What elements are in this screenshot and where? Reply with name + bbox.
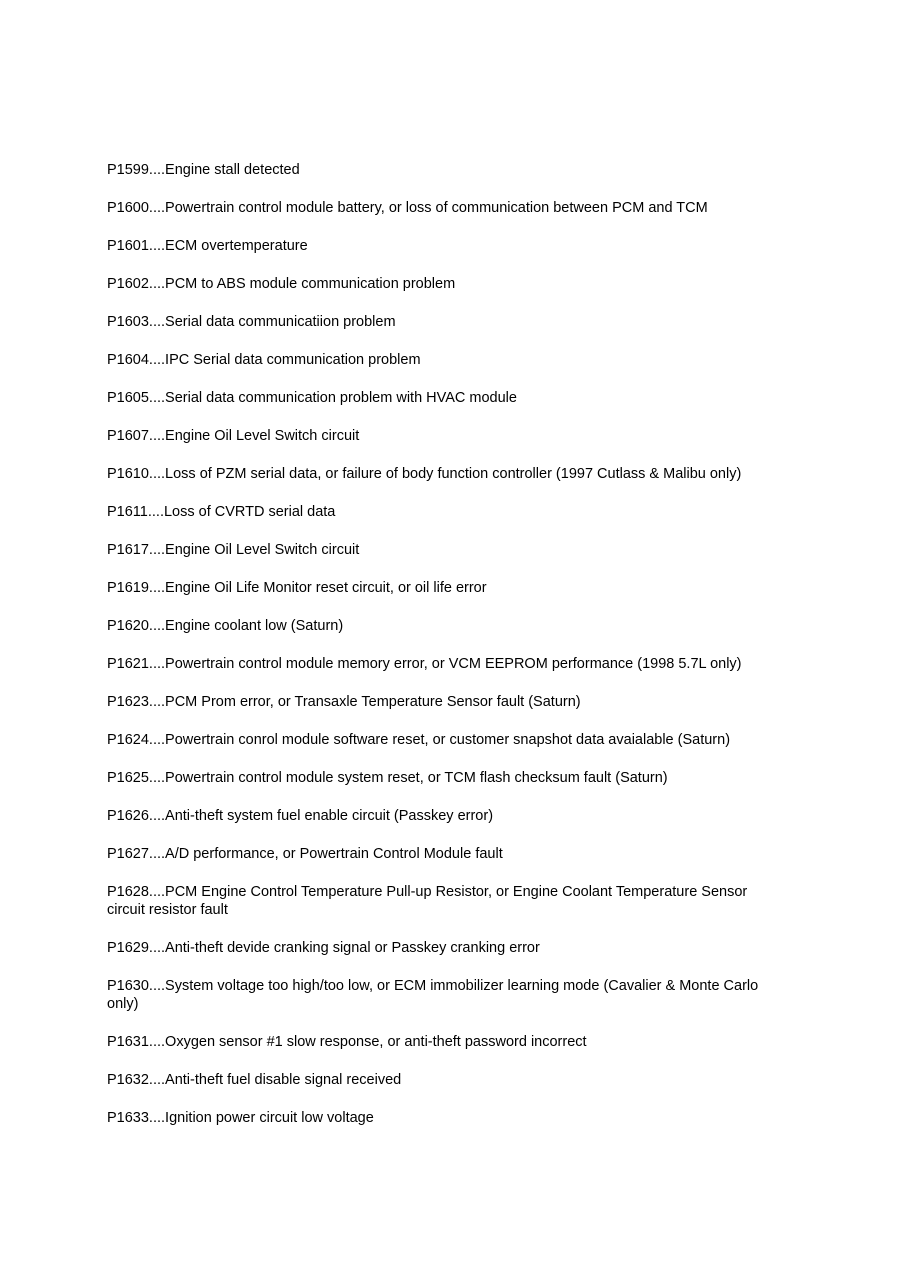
code-entry-p1625: P1625....Powertrain control module system reset, or TCM flash checksum fault (Saturn) <box>107 770 668 786</box>
code-entry-p1600: P1600....Powertrain control module battery, or loss of communication between PCM and TCM <box>107 200 708 216</box>
code-entry-p1621: P1621....Powertrain control module memory error, or VCM EEPROM performance (1998 5.7L only) <box>107 656 742 672</box>
code-entry-p1631: P1631....Oxygen sensor #1 slow response, or anti-theft password incorrect <box>107 1034 587 1050</box>
code-entry-p1611: P1611....Loss of CVRTD serial data <box>107 504 336 520</box>
code-entry-p1604: P1604....IPC Serial data communication problem <box>107 352 421 368</box>
code-entry-p1602: P1602....PCM to ABS module communication problem <box>107 276 456 292</box>
code-entry-p1630: P1630....System voltage too high/too low, or ECM immobilizer learning mode (Cavalier & Monte Carlo only) <box>107 978 759 1012</box>
code-entry-p1599: P1599....Engine stall detected <box>107 162 300 178</box>
code-entry-p1620: P1620....Engine coolant low (Saturn) <box>107 618 344 634</box>
code-entry-p1633: P1633....Ignition power circuit low voltage <box>107 1110 374 1126</box>
code-entry-p1617: P1617....Engine Oil Level Switch circuit <box>107 542 360 558</box>
code-entry-p1619: P1619....Engine Oil Life Monitor reset circuit, or oil life error <box>107 580 487 596</box>
code-entry-p1605: P1605....Serial data communication problem with HVAC module <box>107 390 517 406</box>
code-entry-p1628: P1628....PCM Engine Control Temperature Pull-up Resistor, or Engine Coolant Temperature Sensor circuit resistor fault <box>107 884 748 918</box>
code-entry-p1623: P1623....PCM Prom error, or Transaxle Temperature Sensor fault (Saturn) <box>107 694 581 710</box>
code-entry-p1629: P1629....Anti-theft devide cranking signal or Passkey cranking error <box>107 940 540 956</box>
code-entry-p1607: P1607....Engine Oil Level Switch circuit <box>107 428 360 444</box>
code-entry-p1601: P1601....ECM overtemperature <box>107 238 308 254</box>
code-entry-p1627: P1627....A/D performance, or Powertrain Control Module fault <box>107 846 503 862</box>
code-entry-p1610: P1610....Loss of PZM serial data, or failure of body function controller (1997 Cutlass & Malibu only) <box>107 466 742 482</box>
code-entry-p1632: P1632....Anti-theft fuel disable signal received <box>107 1072 402 1088</box>
code-entry-p1624: P1624....Powertrain conrol module software reset, or customer snapshot data avaialable (Saturn) <box>107 732 731 748</box>
trouble-code-list <box>107 161 787 1147</box>
code-entry-p1603: P1603....Serial data communicatiion problem <box>107 314 396 330</box>
code-entry-p1626: P1626....Anti-theft system fuel enable circuit (Passkey error) <box>107 808 494 824</box>
